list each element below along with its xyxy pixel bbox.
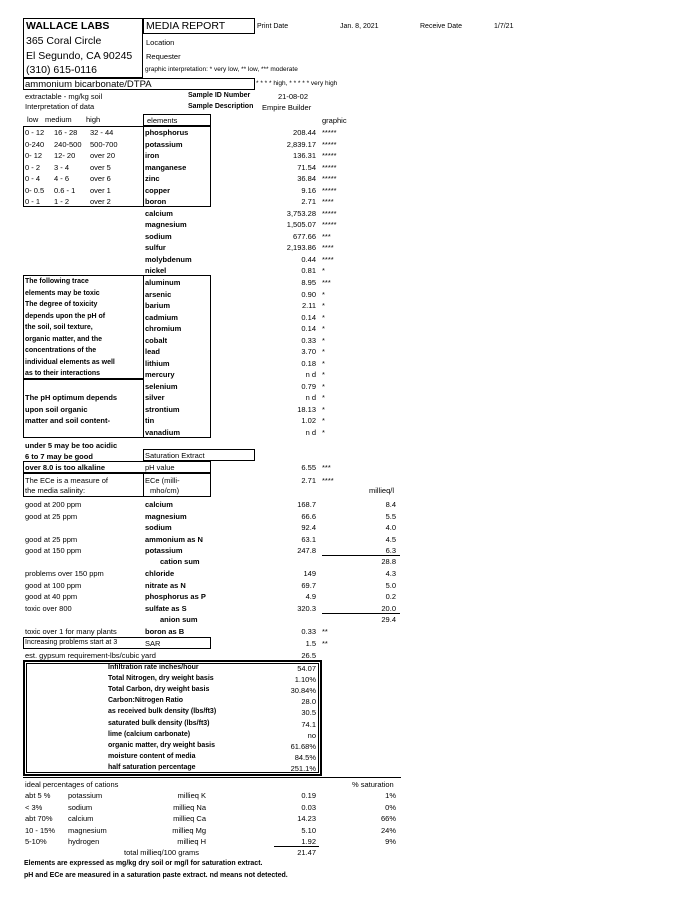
ph-label: pH value — [145, 463, 175, 472]
element-name: iron — [145, 151, 160, 160]
boron-value: 0.33 — [301, 627, 316, 636]
cation-ideal: < 3% — [25, 802, 43, 812]
physical-label: half saturation percentage — [108, 763, 196, 771]
physical-value: 61.68% — [290, 741, 316, 751]
physical-value: 1.10% — [294, 675, 316, 685]
cation-pct: 9% — [385, 837, 396, 846]
requester-label: Requester — [146, 52, 181, 61]
element-graphic: **** — [322, 243, 334, 252]
range-high: over 5 — [90, 162, 111, 172]
total-millieq-label: total millieq/100 grams — [124, 848, 200, 857]
trace-element-graphic: * — [322, 358, 325, 368]
ph-note-line: upon soil organic — [25, 404, 88, 414]
element-value: 2.71 — [301, 197, 316, 206]
pct-saturation-label: % saturation — [352, 780, 394, 789]
ece-note-2: the media salinity: — [25, 486, 86, 495]
cation-pct: 24% — [380, 825, 396, 835]
saturation-ppm: 247.8 — [297, 546, 316, 555]
physical-value: 28.0 — [301, 697, 316, 707]
range-low: 0 - 4 — [25, 174, 41, 183]
anion-ppm: 69.7 — [301, 580, 316, 590]
trace-element-name: strontium — [145, 404, 180, 414]
boron-label: boron as B — [145, 627, 185, 636]
cation-unit: millieq H — [177, 837, 206, 846]
extract-units: extractable - mg/kg soil — [25, 92, 103, 101]
cation-name: hydrogen — [68, 837, 100, 846]
element-graphic: ***** — [322, 208, 337, 218]
trace-element-name: tin — [145, 416, 155, 425]
physical-value: 74.1 — [301, 719, 316, 729]
cation-name: magnesium — [68, 825, 107, 835]
trace-element-name: selenium — [145, 381, 178, 391]
range-medium: 0.6 - 1 — [54, 185, 76, 195]
trace-element-value: 0.18 — [301, 358, 316, 368]
cation-pct: 0% — [385, 802, 396, 812]
trace-element-graphic: * — [322, 301, 325, 310]
trace-element-value: 0.14 — [301, 312, 316, 322]
boron-graphic: ** — [322, 627, 328, 636]
trace-element-name: silver — [145, 393, 165, 402]
trace-element-graphic: * — [322, 416, 325, 425]
saturation-meq: 6.3 — [385, 546, 396, 555]
trace-element-value: n d — [305, 370, 316, 379]
range-medium: 240-500 — [54, 139, 82, 149]
gypsum-label: est. gypsum requirement-lbs/cubic yard — [25, 651, 156, 660]
cation-name: sodium — [68, 802, 93, 812]
sar-label: SAR — [145, 639, 161, 648]
total-millieq: 21.47 — [297, 848, 316, 857]
saturation-note: good at 25 ppm — [25, 511, 78, 521]
trace-element-value: 0.90 — [301, 289, 316, 299]
trace-element-name: lead — [145, 347, 161, 356]
range-low: 0-240 — [25, 139, 45, 149]
cation-sum-rule — [322, 555, 400, 556]
print-date: Jan. 8, 2021 — [340, 23, 379, 30]
element-name: phosphorus — [145, 128, 189, 137]
anion-element: nitrate as N — [145, 580, 186, 590]
anion-note: problems over 150 ppm — [25, 569, 104, 578]
cation-unit: millieq K — [177, 791, 206, 800]
range-medium: 1 - 2 — [54, 197, 70, 206]
physical-value: 251.1% — [290, 763, 316, 773]
saturation-note: good at 200 ppm — [25, 500, 82, 509]
trace-element-value: n d — [305, 427, 316, 437]
physical-value: 30.84% — [290, 686, 316, 696]
saturation-meq: 5.5 — [385, 511, 396, 521]
cation-ideal: 10 - 15% — [25, 825, 56, 835]
saturation-element: magnesium — [145, 511, 187, 521]
element-name: copper — [145, 185, 171, 195]
element-name: zinc — [145, 174, 160, 183]
anion-element: chloride — [145, 569, 175, 578]
trace-element-value: 3.70 — [301, 347, 316, 356]
low-label: low — [27, 115, 39, 124]
saturation-element: sodium — [145, 523, 172, 532]
interp-label: Interpretation of data — [25, 102, 95, 111]
range-high: over 20 — [90, 151, 116, 160]
saturation-ppm: 66.6 — [301, 511, 316, 521]
medium-label: medium — [45, 115, 72, 124]
lab-phone: (310) 615-0116 — [26, 64, 98, 76]
anion-ppm: 320.3 — [297, 603, 316, 613]
cation-table-rule — [23, 777, 401, 778]
ece-note-1: The ECe is a measure of — [25, 476, 108, 485]
trace-element-value: 18.13 — [297, 404, 316, 414]
trace-element-graphic: * — [322, 347, 325, 356]
range-medium: 16 - 28 — [54, 128, 78, 137]
anion-ppm: 4.9 — [305, 592, 316, 601]
trace-element-value: 1.02 — [301, 416, 316, 425]
anion-note: good at 40 ppm — [25, 592, 78, 601]
physical-label: Total Carbon, dry weight basis — [108, 686, 210, 694]
trace-element-name: lithium — [145, 358, 170, 368]
trace-element-graphic: * — [322, 312, 325, 322]
alkaline-note: over 8.0 is too alkaline — [25, 463, 106, 472]
ph-note-line: matter and soil content- — [25, 416, 111, 425]
ph-note-line: The pH optimum depends — [25, 393, 118, 402]
element-value: 2,193.86 — [286, 243, 316, 252]
trace-elements-box — [143, 275, 211, 438]
range-medium: 4 - 6 — [54, 174, 70, 183]
element-graphic: ***** — [322, 151, 337, 160]
anion-sum: 29.4 — [381, 615, 396, 624]
sar-value: 1.5 — [305, 639, 316, 648]
cation-ideal: 5-10% — [25, 837, 47, 846]
trace-note-line: depends upon the pH of — [25, 312, 106, 320]
trace-note-line: the soil, soil texture, — [25, 324, 93, 331]
sample-desc-label: Sample Description — [188, 103, 254, 110]
element-value: 2,839.17 — [286, 139, 316, 149]
range-high: over 1 — [90, 185, 111, 195]
lab-name: WALLACE LABS — [26, 20, 110, 32]
anion-element: sulfate as S — [145, 603, 187, 613]
trace-note-line: The degree of toxicity — [25, 301, 98, 308]
element-graphic: * — [322, 266, 325, 275]
graphic-legend-2: * * * * high, * * * * * very high — [256, 80, 338, 87]
trace-element-name: cobalt — [145, 335, 168, 345]
cation-unit: millieq Mg — [172, 825, 206, 835]
extract-title: ammonium bicarbonate/DTPA — [25, 79, 152, 90]
element-graphic: ***** — [322, 162, 337, 172]
boron-note: toxic over 1 for many plants — [25, 627, 117, 636]
physical-label: organic matter, dry weight basis — [108, 741, 215, 749]
trace-element-name: cadmium — [145, 312, 178, 322]
physical-label: moisture content of media — [108, 752, 196, 760]
element-value: 0.81 — [301, 266, 316, 275]
footer-line-2: pH and ECe are measured in a saturation paste extract. nd means not detected. — [24, 872, 288, 879]
anion-meq: 20.0 — [381, 603, 396, 613]
trace-element-graphic: * — [322, 427, 325, 437]
range-low: 0 - 2 — [25, 162, 41, 172]
cation-value: 14.23 — [297, 814, 316, 823]
trace-element-value: n d — [305, 393, 316, 402]
element-name: magnesium — [145, 220, 187, 229]
element-graphic: ***** — [322, 139, 337, 149]
saturation-meq: 4.0 — [385, 523, 396, 532]
trace-element-value: 0.79 — [301, 381, 316, 391]
acidic-note: under 5 may be too acidic — [25, 441, 118, 450]
element-graphic: **** — [322, 254, 334, 264]
physical-label: Infiltration rate inches/hour — [108, 664, 199, 671]
element-value: 1,505.07 — [286, 220, 316, 229]
element-name: boron — [145, 197, 167, 206]
ph-value: 6.55 — [301, 463, 316, 472]
trace-element-graphic: * — [322, 289, 325, 299]
cation-ideal: abt 70% — [25, 814, 53, 823]
range-low: 0 - 12 — [25, 128, 45, 137]
element-name: nickel — [145, 266, 167, 275]
ece-label-1: ECe (milli- — [145, 476, 180, 485]
anion-meq: 5.0 — [385, 580, 396, 590]
trace-element-graphic: * — [322, 370, 325, 379]
element-name: potassium — [145, 139, 183, 149]
element-value: 677.66 — [293, 231, 316, 241]
trace-element-graphic: * — [322, 404, 325, 414]
saturation-element: calcium — [145, 500, 173, 509]
cation-sum: 28.8 — [381, 557, 396, 566]
trace-element-name: mercury — [145, 370, 175, 379]
physical-label: saturated bulk density (lbs/ft3) — [108, 719, 210, 727]
anion-note: good at 100 ppm — [25, 580, 82, 590]
saturation-extract-label: Saturation Extract — [145, 451, 205, 460]
cation-unit: millieq Ca — [173, 814, 206, 823]
physical-label: Carbon:Nitrogen Ratio — [108, 697, 184, 705]
anion-sum-rule — [322, 613, 400, 614]
trace-element-graphic: * — [322, 381, 325, 391]
element-name: sulfur — [145, 243, 166, 252]
trace-element-name: arsenic — [145, 289, 172, 299]
element-value: 36.84 — [297, 174, 316, 183]
element-name: manganese — [145, 162, 187, 172]
saturation-meq: 4.5 — [385, 534, 396, 544]
element-value: 3,753.28 — [286, 208, 316, 218]
range-high: over 6 — [90, 174, 111, 183]
element-value: 136.31 — [293, 151, 316, 160]
element-graphic: ***** — [322, 128, 337, 137]
trace-element-value: 8.95 — [301, 278, 316, 287]
anion-sum-label: anion sum — [160, 615, 198, 624]
lab-address-2: El Segundo, CA 90245 — [26, 50, 133, 62]
ece-value: 2.71 — [301, 476, 316, 485]
sample-id: 21-08-02 — [278, 92, 309, 101]
total-rule — [274, 846, 319, 847]
saturation-note: good at 150 ppm — [25, 546, 82, 555]
trace-element-name: barium — [145, 301, 171, 310]
sample-desc: Empire Builder — [262, 103, 312, 112]
range-high: over 2 — [90, 197, 111, 206]
elements-label: elements — [147, 116, 178, 125]
trace-note-line: individual elements as well — [25, 358, 115, 366]
range-high: 500-700 — [90, 139, 118, 149]
element-name: sodium — [145, 231, 172, 241]
physical-value: 30.5 — [301, 708, 316, 718]
trace-element-graphic: *** — [322, 278, 331, 287]
element-value: 9.16 — [301, 185, 316, 195]
anion-ppm: 149 — [303, 569, 316, 578]
physical-value: no — [307, 730, 316, 740]
good-note: 6 to 7 may be good — [25, 452, 93, 461]
range-high: 32 - 44 — [90, 128, 114, 137]
trace-element-graphic: * — [322, 393, 325, 402]
element-value: 208.44 — [293, 128, 316, 137]
anion-note: toxic over 800 — [25, 603, 72, 613]
element-name: calcium — [145, 208, 173, 218]
physical-value: 54.07 — [297, 664, 316, 673]
trace-note-line: concentrations of the — [25, 347, 97, 354]
trace-element-graphic: * — [322, 324, 325, 333]
element-value: 71.54 — [297, 162, 316, 172]
cation-value: 1.92 — [301, 837, 316, 846]
cation-pct: 66% — [380, 814, 396, 823]
millieq-label: millieq/l — [369, 486, 395, 495]
ece-label-2: mho/cm) — [150, 486, 180, 495]
sar-note: Increasing problems start at 3 — [25, 639, 118, 646]
element-value: 0.44 — [301, 254, 316, 264]
lab-address-1: 365 Coral Circle — [26, 35, 102, 47]
physical-label: as received bulk density (lbs/ft3) — [108, 708, 217, 716]
cation-value: 0.19 — [301, 791, 316, 800]
high-label: high — [86, 115, 101, 124]
cation-name: calcium — [68, 814, 94, 823]
cation-sum-label: cation sum — [160, 557, 200, 566]
saturation-ppm: 63.1 — [301, 534, 316, 544]
trace-element-name: vanadium — [145, 427, 181, 437]
saturation-element: ammonium as N — [145, 534, 203, 544]
cations-title: ideal percentages of cations — [25, 780, 119, 789]
saturation-ppm: 92.4 — [301, 523, 316, 532]
range-medium: 3 - 4 — [54, 162, 70, 172]
graphic-legend: graphic interpretation: * very low, ** low, *** moderate — [145, 66, 298, 73]
location-label: Location — [146, 38, 175, 47]
ph-graphic: *** — [322, 463, 331, 472]
range-low: 0- 0.5 — [25, 185, 45, 195]
physical-value: 84.5% — [294, 752, 316, 762]
cation-pct: 1% — [385, 791, 396, 800]
range-medium: 12- 20 — [54, 151, 76, 160]
saturation-ppm: 168.7 — [297, 500, 316, 509]
cation-ideal: abt 5 % — [25, 791, 51, 800]
anion-meq: 0.2 — [385, 592, 396, 601]
trace-note-line: as to their interactions — [25, 370, 101, 377]
gypsum-value: 26.5 — [301, 651, 316, 660]
receive-date-label: Receive Date — [420, 23, 463, 30]
sample-id-label: Sample ID Number — [188, 92, 251, 99]
cation-value: 5.10 — [301, 825, 316, 835]
anion-meq: 4.3 — [385, 569, 396, 578]
element-graphic: ***** — [322, 174, 337, 183]
trace-element-value: 2.11 — [301, 301, 316, 310]
physical-label: lime (calcium carbonate) — [108, 730, 191, 738]
trace-element-value: 0.14 — [301, 324, 316, 333]
receive-date: 1/7/21 — [494, 23, 514, 30]
ph-row-box — [23, 461, 211, 473]
element-graphic: ***** — [322, 220, 337, 229]
physical-label: Total Nitrogen, dry weight basis — [108, 675, 214, 683]
trace-element-graphic: * — [322, 335, 325, 345]
saturation-note: good at 25 ppm — [25, 534, 78, 544]
anion-element: phosphorus as P — [145, 592, 206, 601]
print-date-label: Print Date — [257, 23, 289, 30]
trace-element-name: aluminum — [145, 278, 181, 287]
cation-value: 0.03 — [301, 802, 316, 812]
trace-note-line: organic matter, and the — [25, 335, 103, 343]
interpretation-ranges-box — [23, 126, 144, 207]
range-low: 0- 12 — [25, 151, 43, 160]
element-graphic: *** — [322, 231, 331, 241]
trace-note-line: elements may be toxic — [25, 289, 100, 297]
sar-graphic: ** — [322, 639, 328, 648]
footer-line-1: Elements are expressed as mg/kg dry soil or mg/l for saturation extract. — [24, 860, 263, 867]
saturation-element: potassium — [145, 546, 183, 555]
trace-element-value: 0.33 — [301, 335, 316, 345]
element-graphic: **** — [322, 197, 334, 206]
trace-element-name: chromium — [145, 324, 182, 333]
range-low: 0 - 1 — [25, 197, 41, 206]
element-name: molybdenum — [145, 254, 192, 264]
trace-note-line: The following trace — [25, 278, 89, 285]
report-title: MEDIA REPORT — [146, 20, 226, 32]
cation-unit: millieq Na — [173, 802, 206, 812]
ece-graphic: **** — [322, 476, 334, 485]
element-graphic: ***** — [322, 185, 337, 195]
cation-name: potassium — [68, 791, 103, 800]
graphic-label: graphic — [322, 116, 347, 125]
saturation-meq: 8.4 — [385, 500, 396, 509]
